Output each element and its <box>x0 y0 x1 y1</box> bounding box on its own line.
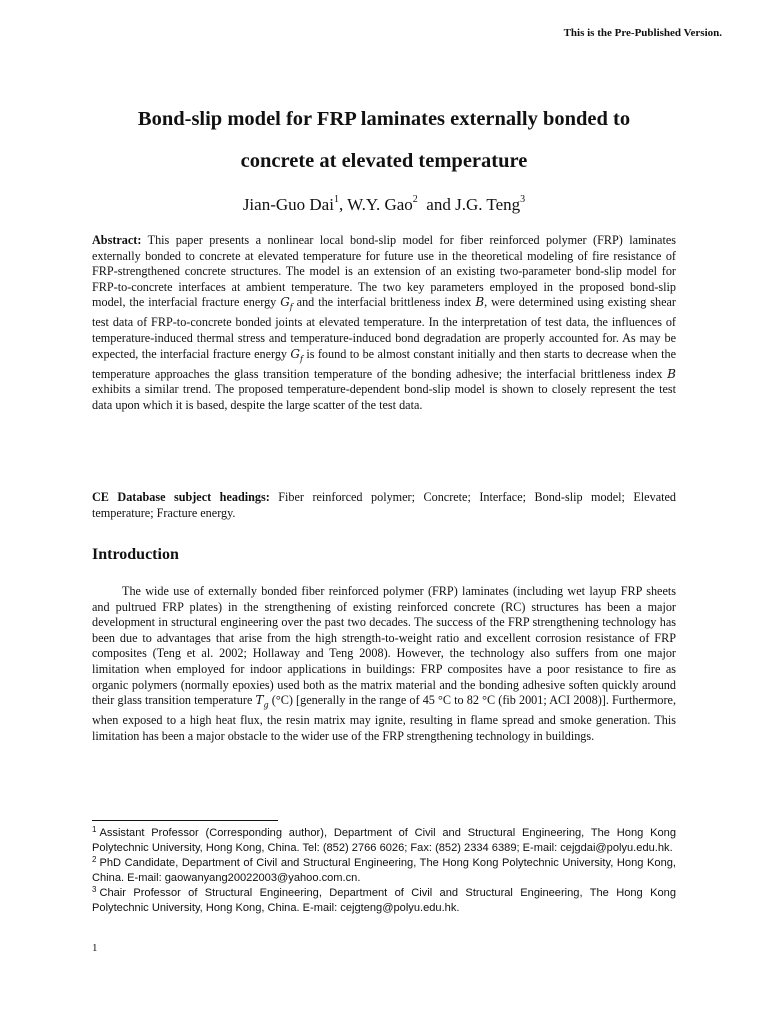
footnote-text: PhD Candidate, Department of Civil and Structural Engineering, The Hong Kong Polytechnic University, Hong Kong, China. E-mail: gaowanyang20022003@yahoo.com.cn. <box>92 857 676 884</box>
footnote-number: 1 <box>92 825 97 834</box>
fracture-energy-symbol: $G_f$ <box>280 295 293 312</box>
author-affiliation-marker: 2 <box>412 194 418 205</box>
author-name: J.G. Teng <box>455 195 521 214</box>
author-affiliation-marker: 3 <box>520 194 526 205</box>
footnotes <box>92 826 676 916</box>
footnote-number: 2 <box>92 855 97 864</box>
footnote <box>92 826 676 856</box>
intro-text: The wide use of externally bonded fiber reinforced polymer (FRP) laminates (including wet layup FRP sheets and pultrued FRP plates) in the strengthening of existing reinforced concrete (RC) structures has been a major development in structural engineering over the past two decades. The success of the FRP strengthening technology has been due to advantages that arise from the high strength-to-weight ratio and excellent corrosion resistance of FRP composites (Teng et al. 2002; Hollaway and Teng 2008). However, the technology also suffers from one major limitation when employed for indoor applications in buildings: FRP composites have a poor resistance to fire as organic polymers (normally epoxies) used both as the matrix material and the bonding adhesive soften quickly around their glass transition temperature <box>92 584 676 708</box>
subject-headings-text: Fiber reinforced polymer; Concrete; Interface; Bond-slip model; Elevated temperature; Fracture energy. <box>92 490 676 520</box>
author-name: W.Y. Gao <box>347 195 413 214</box>
abstract-text: This paper presents a nonlinear local bond-slip model for fiber reinforced polymer (FRP) laminates externally bonded to concrete at elevated temperature for future use in the theoretical modeling of fire resistance of FRP-strengthened concrete structures. The model is an extension of an existing two-parameter bond-slip model for FRP-to-concrete interfaces at ambient temperature. The two key parameters employed in the proposed bond-slip model, the interfacial fracture energy <box>92 233 676 310</box>
abstract-text: exhibits a similar trend. The proposed temperature-dependent bond-slip model is shown to closely represent the test data upon which it is based, despite the large scatter of the test data. <box>92 382 676 412</box>
abstract-text: , were determined using existing shear test data of FRP-to-concrete bonded joints at elevated temperature. In the interpretation of test data, the influences of temperature-induced thermal stress and temperature-induced bond degradation are properly accounted for. As may be expected, the interfacial fracture energy <box>92 295 676 361</box>
introduction-paragraph <box>92 584 676 744</box>
abstract-text: and the interfacial brittleness index <box>292 295 476 310</box>
abstract <box>92 233 676 413</box>
author-name: Jian-Guo Dai <box>242 195 334 214</box>
intro-text: (°C) [generally in the range of 45 °C to 82 °C (fib 2001; ACI 2008)]. Furthermore, when exposed to a high heat flux, the resin matrix may ignite, resulting in flame spread and smoke generation. This limitation has been a major obstacle to the wider use of the FRP strengthening technology in buildings. <box>92 693 676 743</box>
author-affiliation-marker: 1 <box>333 194 339 205</box>
author-separator: , <box>338 195 348 214</box>
author-separator: and <box>417 195 456 214</box>
footnote-text: Assistant Professor (Corresponding author), Department of Civil and Structural Engineering, The Hong Kong Polytechnic University, Hong Kong, China. Tel: (852) 2766 6026; Fax: (852) 2334 6389; E-mail: cejgdai@polyu.edu.hk. <box>92 827 676 854</box>
paper-title <box>60 98 708 182</box>
author-list <box>60 195 708 215</box>
glass-transition-symbol: $T_g$ <box>255 693 269 710</box>
brittleness-index-symbol: B <box>667 366 676 381</box>
footnote-text: Chair Professor of Structural Engineering, Department of Civil and Structural Engineering, The Hong Kong Polytechnic University, Hong Kong, China. E-mail: cejgteng@polyu.edu.hk. <box>92 887 676 914</box>
footnote <box>92 856 676 886</box>
section-heading: Introduction <box>92 546 179 563</box>
subject-headings-label: CE Database subject headings: <box>92 490 270 504</box>
footnote-divider <box>92 820 278 821</box>
subject-headings <box>92 490 676 521</box>
footnote <box>92 886 676 916</box>
abstract-text: is found to be almost constant initially and then starts to decrease when the temperature approaches the glass transition temperature of the bonding adhesive; the interfacial brittleness index <box>92 346 676 381</box>
footnote-number: 3 <box>92 885 97 894</box>
fracture-energy-symbol: $G_f$ <box>290 346 303 363</box>
title-line-1: Bond-slip model for FRP laminates externally bonded to <box>137 108 631 130</box>
brittleness-index-symbol: B <box>475 295 485 310</box>
title-line-2: concrete at elevated temperature <box>240 150 528 172</box>
page-number: 1 <box>92 942 98 954</box>
header-note: This is the Pre-Published Version. <box>563 27 722 39</box>
abstract-label: Abstract: <box>92 233 142 247</box>
